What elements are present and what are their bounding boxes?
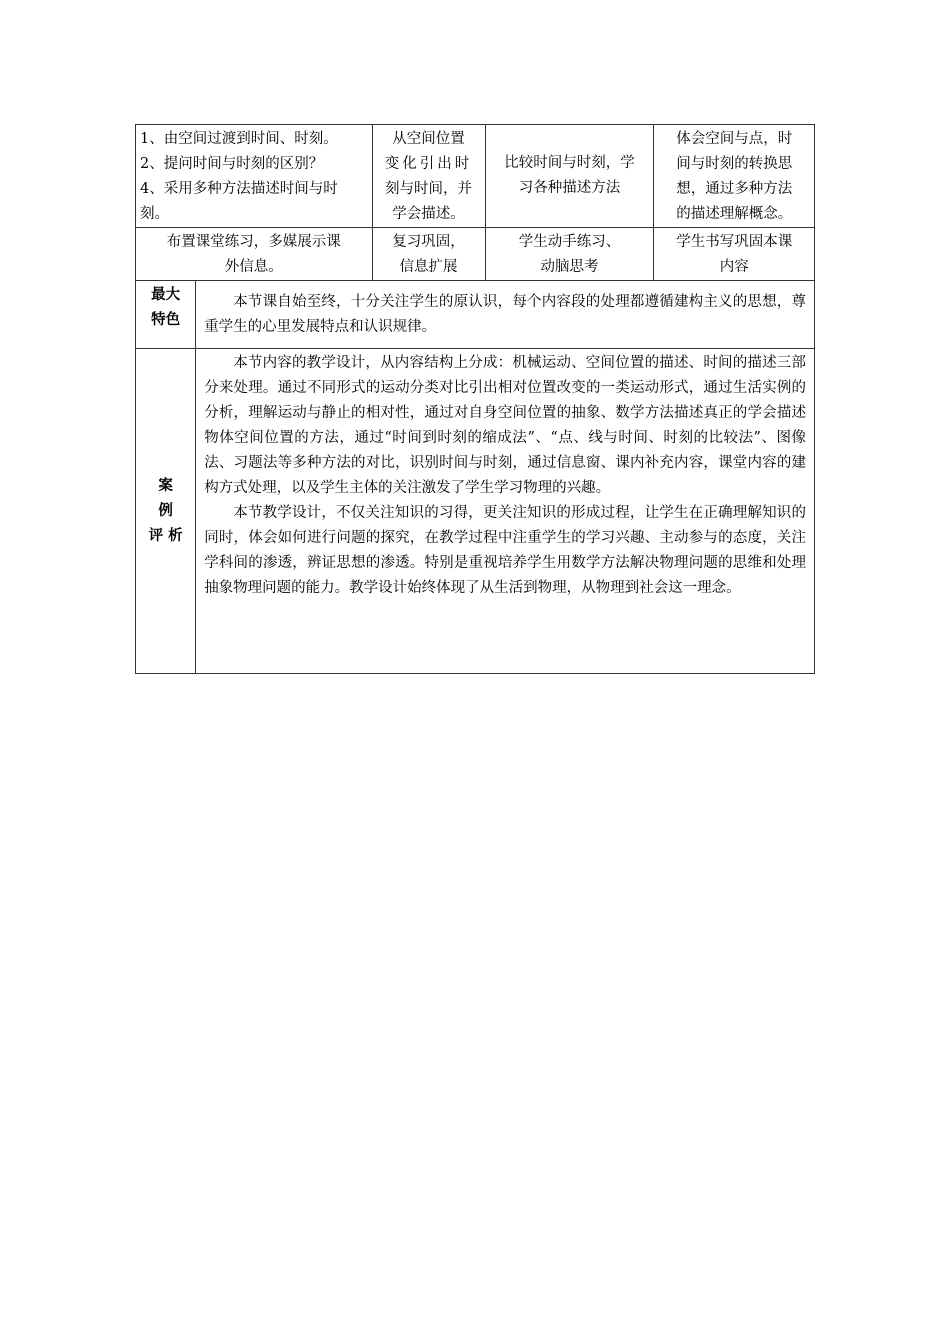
table-row-analysis	[136, 349, 815, 674]
intro-teacher-activity	[136, 125, 373, 228]
analysis-blank-space	[204, 601, 806, 626]
intro-effect-line: 想，通过多种方法	[676, 181, 793, 197]
intro-effect-line: 体会空间与点，时	[676, 131, 793, 147]
intro-student-line: 习各种描述方法	[518, 180, 621, 196]
intro-effect-line: 间与时刻的转换思	[676, 156, 793, 172]
analysis-paragraph-2: 本节教学设计，不仅关注知识的习得，更关注知识的形成过程，让学生在正确理解知识的同时，体会如何进行问题的探究，在教学过程中注重学生的学习兴趣、主动参与的态度，关注学科间的渗透，辨证思想的渗透。特别是重视培养学生用数学方法解决物理问题的思维和处理抽象物理问题的能力。教学设计始终体现了从生活到物理，从物理到社会这一理念。	[204, 505, 806, 596]
practice-teacher-line: 外信息。	[224, 259, 283, 275]
table-row-feature	[136, 281, 815, 349]
analysis-label	[136, 349, 196, 674]
feature-label-line: 最大	[151, 287, 181, 303]
feature-label-line: 特色	[151, 312, 181, 328]
table-row-intro	[136, 125, 815, 228]
intro-student-activity	[485, 125, 654, 228]
practice-effect-line: 学生书写巩固本课	[676, 234, 793, 250]
practice-teacher-activity	[136, 228, 373, 281]
practice-purpose-line: 复习巩固，	[392, 234, 465, 250]
intro-teacher-line: 2、提问时间与时刻的区别？	[140, 156, 324, 172]
practice-effect	[654, 228, 815, 281]
practice-purpose-line: 信息扩展	[399, 259, 458, 275]
practice-purpose	[372, 228, 485, 281]
practice-student-activity	[485, 228, 654, 281]
intro-effect-line: 的描述理解概念。	[676, 206, 793, 222]
feature-text-cell	[196, 281, 815, 349]
intro-student-line: 比较时间与时刻，学	[504, 155, 635, 171]
analysis-label-line: 案	[158, 477, 173, 494]
intro-purpose-line: 学会描述。	[392, 206, 465, 222]
intro-purpose-line: 变化引出时	[384, 156, 473, 172]
intro-teacher-line: 刻。	[140, 206, 169, 222]
practice-effect-line: 内容	[719, 259, 749, 275]
analysis-label-line: 例	[158, 502, 173, 519]
intro-purpose-line: 刻与时间，并	[385, 181, 473, 197]
intro-teacher-line: 4、采用多种方法描述时间与时	[140, 181, 338, 197]
intro-teacher-line: 1、由空间过渡到时间、时刻。	[140, 131, 338, 147]
intro-purpose-line: 从空间位置	[392, 131, 465, 147]
practice-student-line: 学生动手练习、	[518, 234, 621, 250]
analysis-paragraph-1: 本节内容的教学设计，从内容结构上分成：机械运动、空间位置的描述、时间的描述三部分来处理。通过不同形式的运动分类对比引出相对位置改变的一类运动形式，通过生活实例的分析，理解运动与静止的相对性，通过对自身空间位置的抽象、数学方法描述真正的学会描述物体空间位置的方法，通过“时间到时刻的缩成法”、“点、线与时间、时刻的比较法”、图像法、习题法等多种方法的对比，识别时间与时刻，通过信息窗、课内补充内容，课堂内容的建构方式处理，以及学生主体的关注激发了学生学习物理的兴趣。	[204, 355, 806, 496]
feature-text: 本节课自始至终，十分关注学生的原认识，每个内容段的处理都遵循建构主义的思想，尊重学生的心里发展特点和认识规律。	[204, 293, 806, 335]
practice-teacher-line: 布置课堂练习，多媒展示课	[166, 234, 341, 250]
intro-effect	[654, 125, 815, 228]
practice-student-line: 动脑思考	[540, 259, 599, 275]
intro-purpose	[372, 125, 485, 228]
analysis-label-line: 评 析	[148, 527, 183, 544]
analysis-text-cell	[196, 349, 815, 674]
table-row-practice	[136, 228, 815, 281]
lesson-evaluation-table	[135, 124, 815, 674]
feature-label	[136, 281, 196, 349]
